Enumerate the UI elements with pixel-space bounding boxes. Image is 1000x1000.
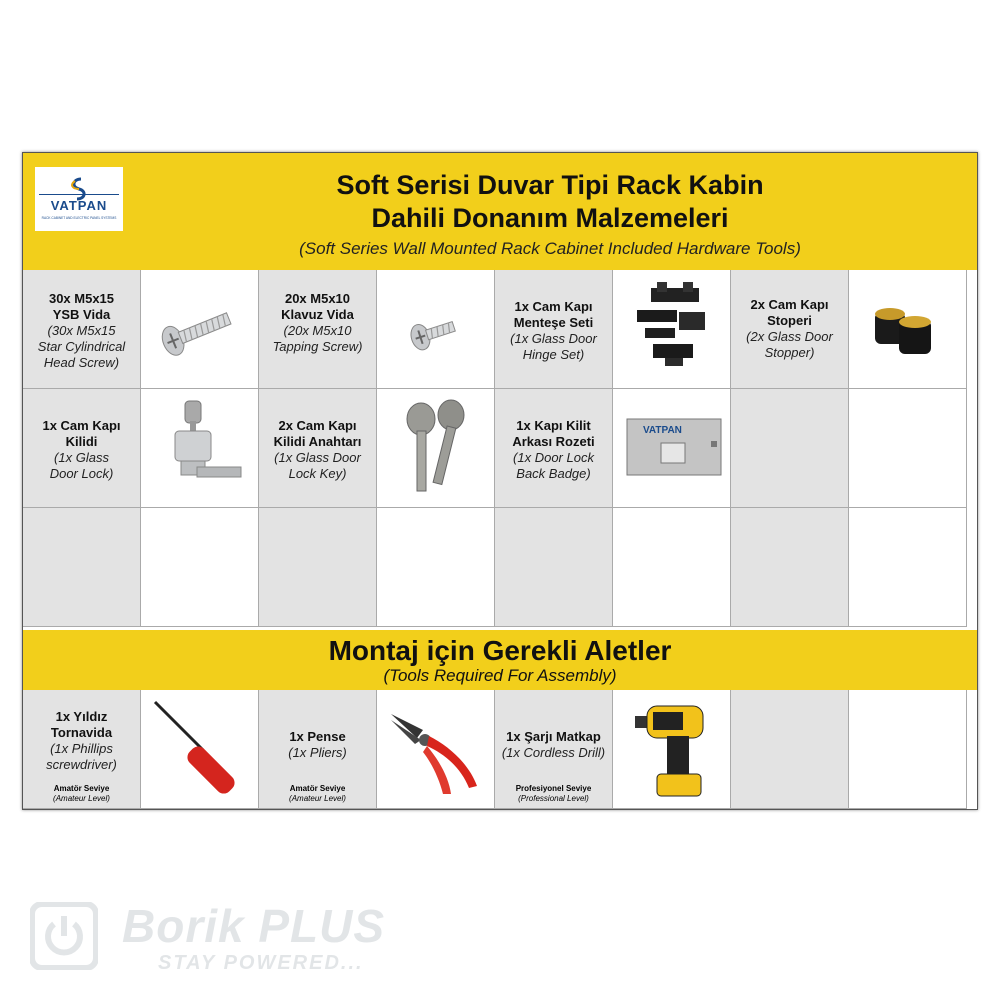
tool-name-en: (1x Pliers) [288, 745, 347, 760]
empty-cell [613, 508, 731, 627]
empty-cell [849, 690, 967, 809]
tool-drill-text [495, 690, 613, 809]
hardware-sheet [22, 152, 978, 810]
screwdriver-icon [141, 690, 259, 809]
item-name-en: (1x Glass Door Hinge Set) [510, 331, 597, 362]
empty-cell [731, 389, 849, 508]
tool-level-en: (Amateur Level) [289, 794, 346, 803]
item-screw-short-image [377, 270, 495, 389]
tool-level: Amatör Seviye [289, 784, 346, 793]
logo-text: VATPAN [50, 198, 108, 213]
empty-cell [731, 690, 849, 809]
item-key-text [259, 389, 377, 508]
empty-cell [849, 508, 967, 627]
hardware-row-3 [23, 508, 977, 627]
tool-pliers-image [377, 690, 495, 809]
empty-cell [259, 508, 377, 627]
tool-name-en: (1x Cordless Drill) [501, 745, 606, 760]
tool-name: 1x Yıldız Tornavida [50, 709, 113, 740]
item-badge-image [613, 389, 731, 508]
cam-lock-icon [141, 389, 259, 508]
item-name-en: (1x Glass Door Lock Key) [274, 450, 361, 481]
badge-logo-text: VATPAN [643, 425, 682, 436]
vatpan-logo-icon [35, 167, 123, 231]
pliers-icon [377, 690, 495, 809]
watermark-slogan: STAY POWERED... [158, 952, 364, 974]
empty-cell [141, 508, 259, 627]
lock-badge-icon [613, 389, 731, 508]
tools-header [23, 630, 977, 690]
item-name-en: (1x Glass Door Lock) [49, 450, 114, 481]
tool-level: Profesiyonel Seviye [515, 784, 592, 793]
tools-subtitle: (Tools Required For Assembly) [383, 666, 617, 685]
hinge-set-icon [613, 270, 731, 389]
logo-tagline: RACK CABINET AND ELECTRIC PANEL SYSTEMS [41, 216, 117, 220]
tool-level: Amatör Seviye [53, 784, 110, 793]
tool-screwdriver-text [23, 690, 141, 809]
watermark-name: Borik PLUS [122, 900, 386, 952]
borik-plus-watermark [30, 892, 460, 982]
empty-cell [23, 508, 141, 627]
tool-name: 1x Şarjı Matkap [506, 729, 601, 744]
tools-title: Montaj için Gerekli Aletler [328, 635, 672, 666]
empty-cell [377, 508, 495, 627]
item-key-image [377, 389, 495, 508]
empty-cell [731, 508, 849, 627]
tool-screwdriver-image [141, 690, 259, 809]
item-lock-image [141, 389, 259, 508]
item-stopper-text [731, 270, 849, 389]
keys-icon [377, 389, 495, 508]
item-name-en: (30x M5x15 Star Cylindrical Head Screw) [37, 323, 126, 370]
tool-level-en: (Amateur Level) [53, 794, 110, 803]
item-name: 20x M5x10 Klavuz Vida [281, 291, 354, 322]
tool-pliers-text [259, 690, 377, 809]
tool-name: 1x Pense [289, 729, 346, 744]
hardware-row-1 [23, 270, 977, 389]
tools-row [23, 690, 977, 809]
subtitle: (Soft Series Wall Mounted Rack Cabinet Included Hardware Tools) [299, 239, 801, 258]
door-stopper-icon [849, 270, 967, 389]
item-name: 1x Kapı Kilit Arkası Rozeti [512, 418, 595, 449]
item-screw-long-text [23, 270, 141, 389]
item-hinge-text [495, 270, 613, 389]
item-name-en: (20x M5x10 Tapping Screw) [272, 323, 363, 354]
item-screw-long-image [141, 270, 259, 389]
hardware-row-2 [23, 389, 977, 508]
hardware-header [23, 153, 977, 270]
item-name: 1x Cam Kapı Menteşe Seti [513, 299, 594, 330]
tool-drill-image [613, 690, 731, 809]
title-line2: Dahili Donanım Malzemeleri [371, 203, 729, 233]
item-screw-short-text [259, 270, 377, 389]
screw-short-icon [377, 270, 495, 389]
item-badge-text [495, 389, 613, 508]
power-icon [30, 902, 98, 970]
item-stopper-image [849, 270, 967, 389]
empty-cell [849, 389, 967, 508]
tool-level-en: (Professional Level) [518, 794, 589, 803]
vatpan-logo [35, 167, 123, 231]
item-name: 2x Cam Kapı Stoperi [750, 297, 829, 328]
title-line1: Soft Serisi Duvar Tipi Rack Kabin [336, 170, 764, 200]
drill-icon [613, 690, 731, 809]
item-name: 2x Cam Kapı Kilidi Anahtarı [273, 418, 362, 449]
item-name-en: (2x Glass Door Stopper) [746, 329, 833, 360]
item-name: 1x Cam Kapı Kilidi [42, 418, 121, 449]
item-name: 30x M5x15 YSB Vida [48, 291, 115, 322]
empty-cell [495, 508, 613, 627]
item-hinge-image [613, 270, 731, 389]
tool-name-en: (1x Phillips screwdriver) [46, 741, 117, 772]
item-lock-text [23, 389, 141, 508]
screw-long-icon [141, 270, 259, 389]
item-name-en: (1x Door Lock Back Badge) [513, 450, 594, 481]
